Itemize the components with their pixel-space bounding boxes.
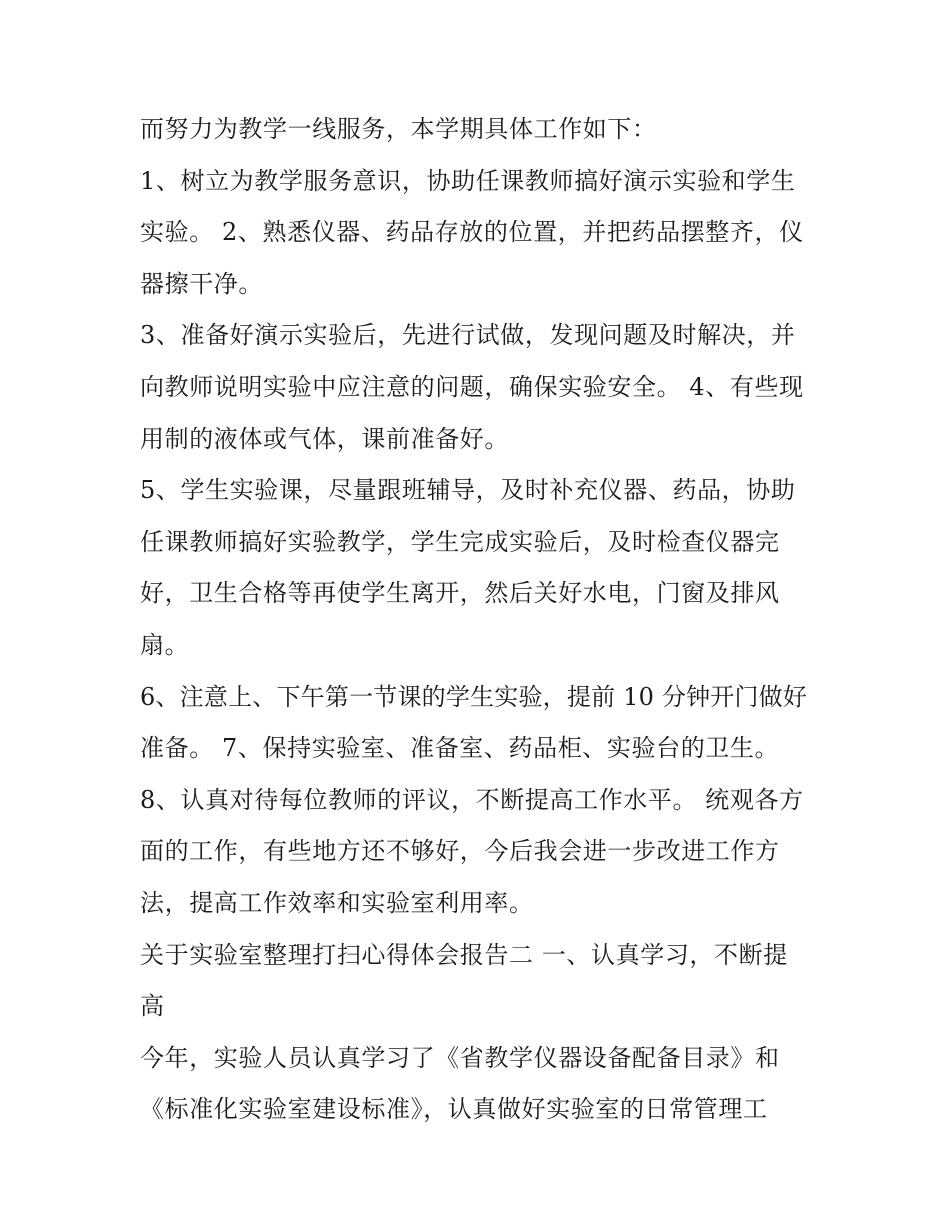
text-line: 6、注意上、下午第一节课的学生实验，提前 10 分钟开门做好 xyxy=(140,682,808,711)
text-line: 实验。 2、熟悉仪器、药品存放的位置，并把药品摆整齐，仪 xyxy=(140,218,804,247)
text-line: 用制的液体或气体，课前准备好。 xyxy=(140,424,509,453)
text-line: 准备。 7、保持实验室、准备室、药品柜、实验台的卫生。 xyxy=(140,734,780,763)
text-line: 今年，实验人员认真学习了《省教学仪器设备配备目录》和 xyxy=(140,1043,780,1072)
text-line: 好，卫生合格等再使学生离开，然后关好水电，门窗及排风 xyxy=(140,579,780,608)
text-line: 任课教师搞好实验教学，学生完成实验后，及时检查仪器完 xyxy=(140,527,780,556)
text-line: 向教师说明实验中应注意的问题，确保实验安全。 4、有些现 xyxy=(140,372,804,401)
text-line: 面的工作，有些地方还不够好，今后我会进一步改进工作方 xyxy=(140,837,780,866)
text-line: 而努力为教学一线服务，本学期具体工作如下： xyxy=(140,115,657,143)
text-line: 高 xyxy=(140,992,165,1021)
text-line: 3、准备好演示实验后，先进行试做，发现问题及时解决，并 xyxy=(140,321,796,350)
text-line: 法，提高工作效率和实验室利用率。 xyxy=(140,888,534,917)
text-line: 扇。 xyxy=(140,630,190,659)
text-line: 《标准化实验室建设标准》，认真做好实验室的日常管理工 xyxy=(140,1095,768,1124)
text-line: 器擦干净。 xyxy=(140,269,263,298)
document-body xyxy=(140,104,810,1136)
text-line: 8、认真对待每位教师的评议，不断提高工作水平。 统观各方 xyxy=(140,785,804,814)
text-line: 1、树立为教学服务意识，协助任课教师搞好演示实验和学生 xyxy=(140,166,796,195)
text-line: 5、学生实验课，尽量跟班辅导，及时补充仪器、药品，协助 xyxy=(140,476,796,505)
text-line: 关于实验室整理打扫心得体会报告二 一、认真学习，不断提 xyxy=(140,940,788,969)
